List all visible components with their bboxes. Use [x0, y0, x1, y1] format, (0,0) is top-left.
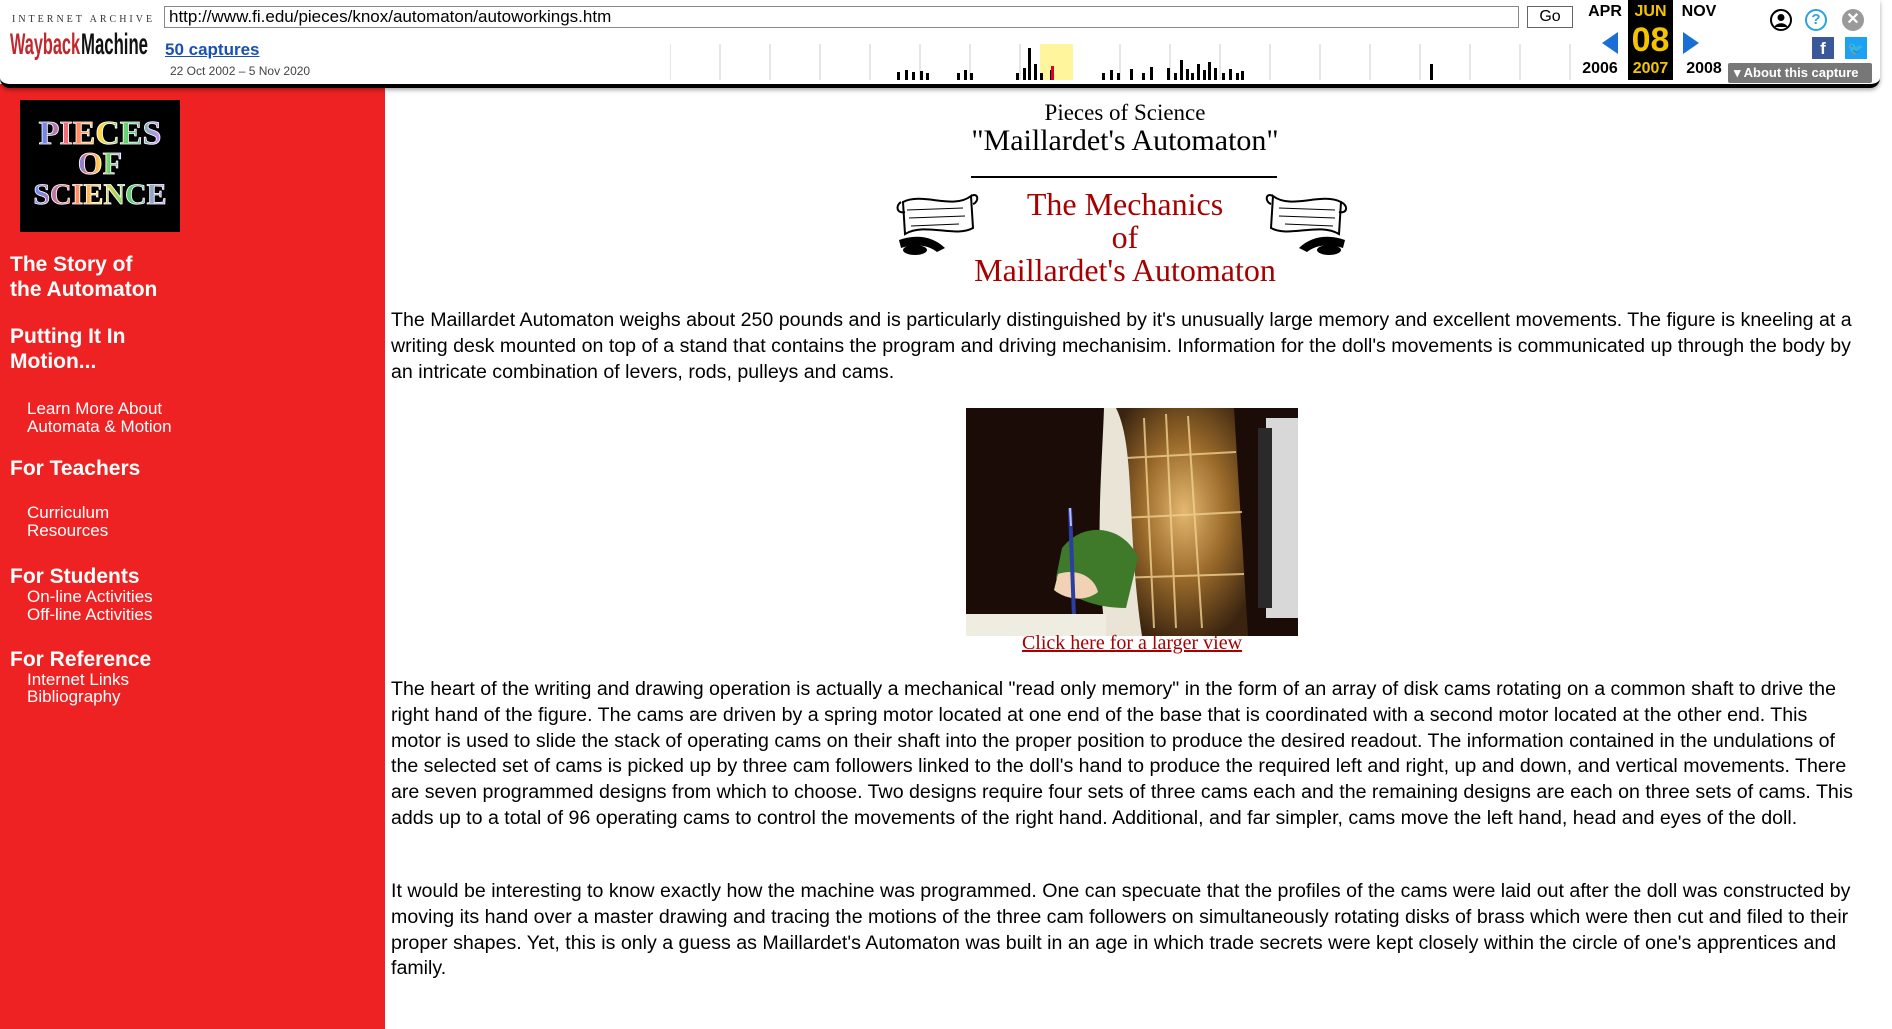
nav-learn-line2: Automata & Motion: [27, 417, 172, 436]
nav-story-line2: the Automaton: [10, 278, 158, 301]
wayback-toolbar: [0, 0, 1880, 88]
current-year-label: 2007: [1632, 60, 1669, 77]
svg-text:Machine: Machine: [81, 28, 148, 61]
nav-story-line1: The Story of: [10, 253, 133, 276]
current-month-label: JUN: [1634, 3, 1667, 20]
nav-online-activities[interactable]: On-line Activities: [27, 587, 153, 606]
banner-line3: Maillardet's Automaton: [974, 252, 1276, 288]
about-capture-button[interactable]: [1728, 63, 1872, 83]
nav-for-teachers[interactable]: For Teachers: [10, 457, 141, 480]
nav-motion-line2: Motion...: [10, 350, 97, 373]
current-day-label: 08: [1631, 21, 1670, 59]
programming-paragraph: It would be interesting to know exactly how the machine was programmed. One can specuate that the profiles of the cams were laid out after the doll was constructed by moving its hand over a master drawing and tracing the motions of the three cam followers on simultaneously rotating disks of brass which were then cut and filed to their proper shapes. Yet, this is only a guess as Maillardet's Automaton was built in an age in which trade secrets were kept closely within the circle of one's apprentices and family.: [391, 880, 1851, 980]
main-content: [385, 84, 1892, 1029]
nav-motion-line1: Putting It In: [10, 325, 126, 348]
nav-learn-line1: Learn More About: [27, 399, 163, 418]
about-capture-label: About this capture: [1743, 65, 1859, 80]
internet-archive-label: INTERNET ARCHIVE: [12, 14, 156, 25]
capture-date-range: 22 Oct 2002 – 5 Nov 2020: [170, 64, 311, 78]
intro-paragraph: The Maillardet Automaton weighs about 250 pounds and is particularly distinguished by it's unusually large memory and excellent movements. The figure is kneeling at a writing desk mounted on top of a stand that contains the program and driving mechanisim. Information for the doll's movements is communicated up through the body by an intricate combination of levers, rods, pulleys and cams.: [391, 309, 1852, 383]
title-divider: [971, 176, 1277, 178]
read-only-memory-paragraph: The heart of the writing and drawing operation is actually a mechanical "read only memory" in the form of an array of disk cams rotating on a common shaft to drive the right hand of the figure. The cams are driven by a spring motor located at one end of the base that is coordinated with a second motor located at the other end. This motor is used to slide the stack of operating cams on their shaft into the proper position to produce the desired readout. The information contained in the undulations of the selected set of cams is picked up by three cam followers linked to the doll's hand to produce the required left and right, up and down, and vertical movements. There are seven programmed designs from which to choose. Two designs require four sets of three cams each and the remaining designs are each on three sets of cams. This adds up to a total of 96 operating cams to control the movements of the right hand. Additional, and far simpler, cams move the left hand, head and eyes of the doll.: [391, 678, 1853, 829]
wayback-machine-logo[interactable]: [10, 26, 150, 62]
automaton-photo[interactable]: [966, 408, 1298, 636]
nav-internet-links[interactable]: Internet Links: [27, 670, 130, 689]
prev-capture-arrow-icon[interactable]: [1602, 32, 1618, 54]
chevron-down-icon: ▾: [1734, 65, 1744, 80]
twitter-icon[interactable]: 🐦: [1845, 37, 1867, 59]
banner-line2: of: [1111, 219, 1139, 255]
svg-text:Wayback: Wayback: [10, 28, 81, 61]
user-icon[interactable]: [1770, 9, 1792, 31]
page-title: "Maillardet's Automaton": [971, 124, 1279, 157]
nav-curriculum-line2: Resources: [27, 521, 109, 540]
nav-for-students[interactable]: For Students: [10, 565, 140, 588]
help-icon[interactable]: ?: [1805, 9, 1827, 31]
site-title: Pieces of Science: [1044, 100, 1206, 125]
nav-story-of-automaton[interactable]: [10, 252, 157, 302]
prev-month-label[interactable]: APR: [1588, 3, 1622, 20]
mechanics-banner: [385, 188, 1865, 287]
prev-year-label[interactable]: 2006: [1582, 60, 1618, 77]
facebook-icon[interactable]: f: [1812, 37, 1834, 59]
nav-bibliography[interactable]: Bibliography: [27, 687, 121, 706]
banner-line1: The Mechanics: [1026, 186, 1224, 222]
nav-curriculum-line1: Curriculum: [27, 503, 110, 522]
capture-sparkline[interactable]: [670, 40, 1590, 80]
go-button[interactable]: Go: [1527, 6, 1573, 28]
svg-text:PIECES: PIECES: [38, 115, 162, 152]
next-capture-arrow-icon[interactable]: [1683, 32, 1699, 54]
sidebar-nav: [0, 84, 385, 1029]
svg-text:SCIENCE: SCIENCE: [33, 178, 167, 211]
nav-for-reference[interactable]: For Reference: [10, 648, 152, 671]
nav-putting-it-in-motion[interactable]: [10, 324, 125, 374]
url-input[interactable]: [164, 6, 1519, 28]
svg-text:OF: OF: [77, 145, 123, 181]
close-icon[interactable]: ✕: [1842, 9, 1864, 31]
larger-view-link[interactable]: Click here for a larger view: [1021, 632, 1243, 654]
next-year-label[interactable]: 2008: [1686, 60, 1722, 77]
next-month-label[interactable]: NOV: [1681, 3, 1717, 20]
pieces-of-science-logo[interactable]: [20, 100, 180, 232]
nav-curriculum-resources[interactable]: [27, 504, 109, 540]
captures-link[interactable]: 50 captures: [165, 40, 260, 59]
current-capture-date: [1628, 0, 1673, 80]
nav-learn-more-automata[interactable]: [27, 400, 172, 436]
nav-offline-activities[interactable]: Off-line Activities: [27, 605, 153, 624]
